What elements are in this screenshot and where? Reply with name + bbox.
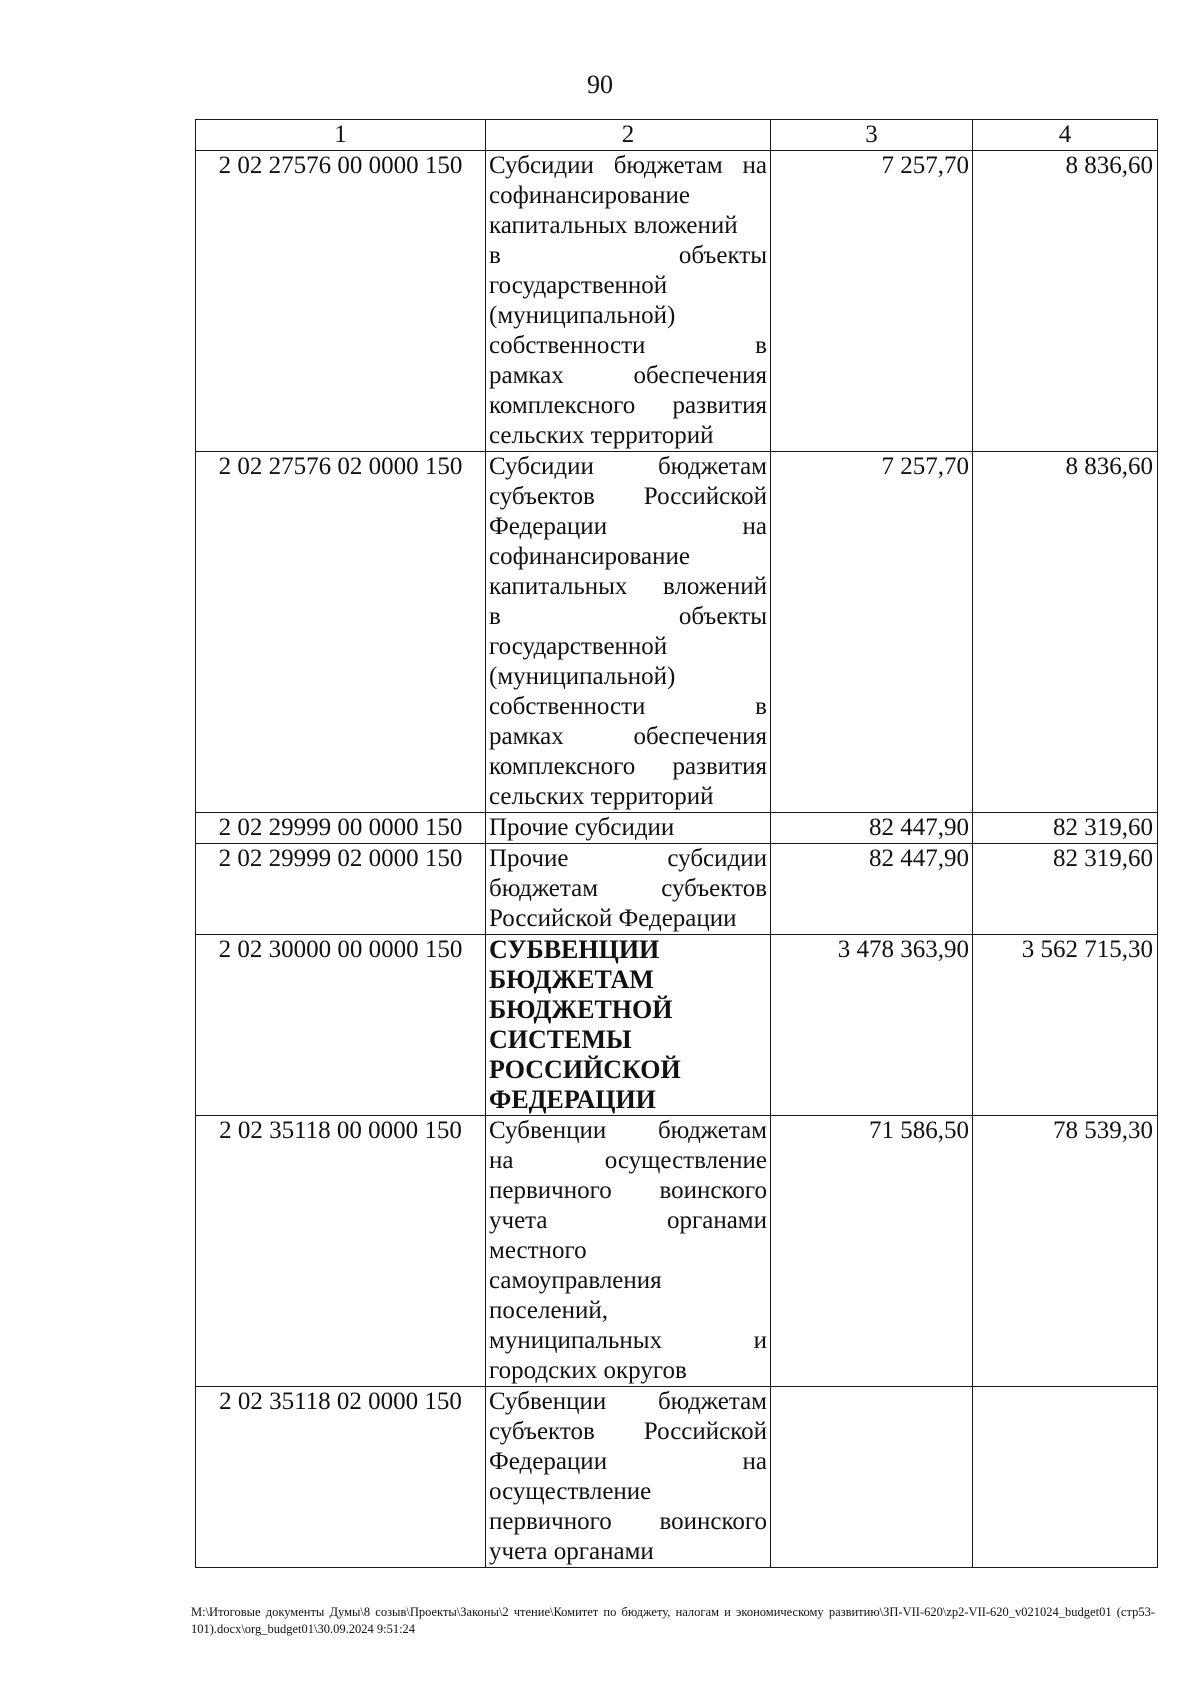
description-line: Субсидии бюджетам на: [489, 152, 767, 179]
amount-cell-col4: 78 539,30: [973, 1116, 1158, 1387]
amount-cell-col3: [771, 1387, 973, 1568]
column-header-3: 3: [771, 120, 973, 151]
description-line: рамках обеспечения: [489, 362, 767, 389]
description-line: Прочие субсидии: [489, 845, 767, 872]
description-line: сельских территорий: [489, 783, 714, 810]
description-line: капитальных вложений: [489, 212, 738, 239]
description-cell: [486, 1387, 771, 1568]
description-line: Субсидии бюджетам: [489, 453, 767, 480]
amount-cell-col4: 8 836,60: [973, 151, 1158, 452]
description-cell: [486, 452, 771, 813]
description-line: бюджетам субъектов: [489, 875, 767, 902]
description-line: субъектов Российской: [489, 1418, 767, 1445]
description-cell: [486, 151, 771, 452]
description-line: субъектов Российской: [489, 483, 767, 510]
budget-code-cell: 2 02 29999 02 0000 150: [196, 844, 486, 935]
description-cell: [486, 813, 771, 844]
amount-cell-col4: 82 319,60: [973, 844, 1158, 935]
description-line: БЮДЖЕТНОЙ: [489, 995, 673, 1024]
description-line: в объекты: [489, 242, 767, 269]
description-line: собственности в: [489, 332, 767, 359]
amount-cell-col3: 82 447,90: [771, 844, 973, 935]
table-row: [196, 1116, 1158, 1387]
description-line: в объекты: [489, 603, 767, 630]
table-row: [196, 813, 1158, 844]
budget-code-cell: 2 02 29999 00 0000 150: [196, 813, 486, 844]
description-line: Федерации на: [489, 1448, 767, 1475]
description-line: Субвенции бюджетам: [489, 1388, 767, 1415]
description-line: БЮДЖЕТАМ: [489, 965, 654, 994]
description-line: городских округов: [489, 1357, 687, 1384]
description-line: учета органами: [489, 1538, 654, 1565]
column-header-2: 2: [486, 120, 771, 151]
description-line: СУБВЕНЦИИ: [489, 935, 660, 964]
description-cell: [486, 844, 771, 935]
description-line: поселений,: [489, 1297, 608, 1324]
description-line: капитальных вложений: [489, 573, 767, 600]
description-line: комплексного развития: [489, 753, 767, 780]
amount-cell-col4: 8 836,60: [973, 452, 1158, 813]
description-line: СИСТЕМЫ: [489, 1025, 632, 1054]
description-line: учета органами: [489, 1207, 767, 1234]
description-line: государственной: [489, 272, 668, 299]
table-row: [196, 151, 1158, 452]
description-line: РОССИЙСКОЙ: [489, 1055, 681, 1084]
table-row: [196, 452, 1158, 813]
description-line: софинансирование: [489, 543, 690, 570]
description-line: сельских территорий: [489, 422, 714, 449]
description-line: комплексного развития: [489, 392, 767, 419]
description-line: ФЕДЕРАЦИИ: [489, 1085, 656, 1114]
column-header-4: 4: [973, 120, 1158, 151]
table-row: [196, 1387, 1158, 1568]
amount-cell-col3: 82 447,90: [771, 813, 973, 844]
description-line: Российской Федерации: [489, 905, 737, 932]
amount-cell-col3: 7 257,70: [771, 151, 973, 452]
budget-code-cell: 2 02 35118 00 0000 150: [196, 1116, 486, 1387]
budget-code-cell: 2 02 35118 02 0000 150: [196, 1387, 486, 1568]
budget-code-cell: 2 02 27576 02 0000 150: [196, 452, 486, 813]
description-line: местного: [489, 1237, 587, 1264]
description-line: рамках обеспечения: [489, 723, 767, 750]
description-line: софинансирование: [489, 182, 690, 209]
amount-cell-col4: 3 562 715,30: [973, 935, 1158, 1116]
budget-code-cell: 2 02 30000 00 0000 150: [196, 935, 486, 1116]
description-line: на осуществление: [489, 1147, 767, 1174]
description-line: самоуправления: [489, 1267, 662, 1294]
amount-cell-col3: 7 257,70: [771, 452, 973, 813]
description-line: муниципальных и: [489, 1327, 767, 1354]
description-line: собственности в: [489, 693, 767, 720]
table-row: [196, 844, 1158, 935]
amount-cell-col4: 82 319,60: [973, 813, 1158, 844]
amount-cell-col3: 3 478 363,90: [771, 935, 973, 1116]
page-number: 90: [587, 70, 613, 99]
document-file-path: M:\Итоговые документы Думы\8 созыв\Проекты\Законы\2 чтение\Комитет по бюджету, налогам и экономическому развитию\ЗП-VII-620\zp2-VII-620_v021024_budget01 (стр53-101).docx\org_budget01\30.09.2024 9:51:24: [191, 1605, 1155, 1636]
description-line: первичного воинского: [489, 1508, 767, 1535]
description-line: Субвенции бюджетам: [489, 1117, 767, 1144]
budget-table: [195, 119, 1158, 1568]
description-cell: [486, 1116, 771, 1387]
table-header-row: [196, 120, 1158, 151]
column-header-1: 1: [196, 120, 486, 151]
amount-cell-col3: 71 586,50: [771, 1116, 973, 1387]
description-line: (муниципальной): [489, 302, 676, 329]
description-cell: [486, 935, 771, 1116]
amount-cell-col4: [973, 1387, 1158, 1568]
description-line: Федерации на: [489, 513, 767, 540]
description-line: осуществление: [489, 1478, 652, 1505]
budget-code-cell: 2 02 27576 00 0000 150: [196, 151, 486, 452]
description-line: (муниципальной): [489, 663, 676, 690]
description-line: первичного воинского: [489, 1177, 767, 1204]
description-line: государственной: [489, 633, 668, 660]
table-row: [196, 935, 1158, 1116]
description-line: Прочие субсидии: [489, 814, 675, 841]
